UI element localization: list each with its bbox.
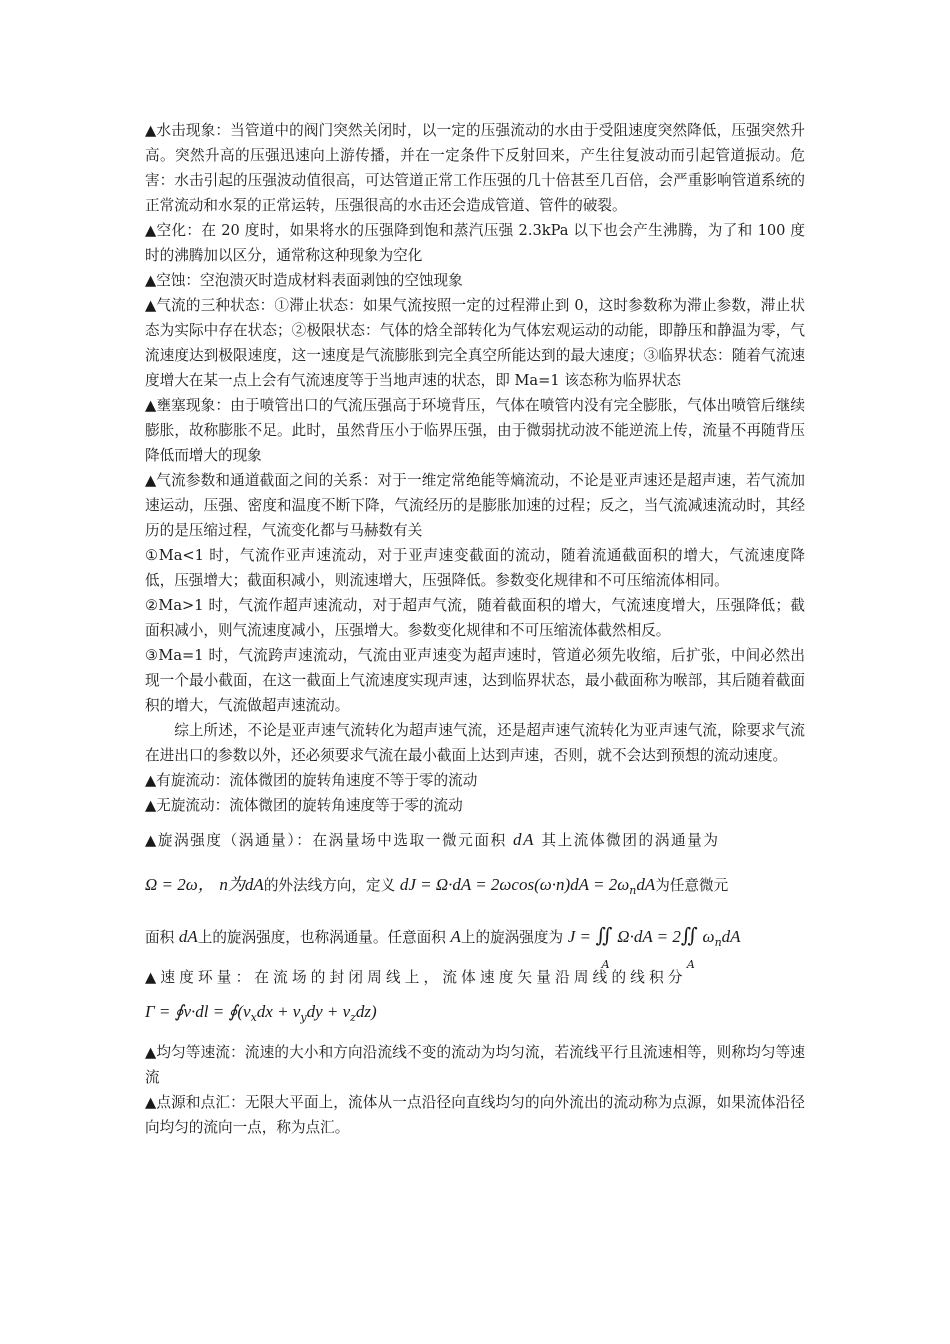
paragraph-rotational-flow: ▲有旋流动：流体微团的旋转角速度不等于零的流动 [145, 772, 478, 789]
paragraph-circulation: ▲速度环量：在流场的封闭周线上，流体速度矢量沿周线的线积分 [145, 969, 687, 986]
math-J-mid: Ω·dA = 2 [617, 927, 681, 946]
paragraph-irrotational-flow: ▲无旋流动：流体微团的旋转角速度等于零的流动 [145, 797, 463, 814]
math-A: A [450, 927, 461, 946]
math-omega-n-subscript: n [714, 936, 722, 949]
vortex-text-b: 其上流体微团的涡通量为 [541, 832, 720, 849]
math-n-direction: n为dA [219, 875, 264, 894]
paragraph-cavitation-erosion: ▲空蚀：空泡溃灭时造成材料表面剥蚀的空蚀现象 [145, 272, 463, 289]
paragraph-summary: 综上所述，不论是亚声速气流转化为超声速气流，还是超声速气流转化为亚声速气流，除要求气流在进出口的参数以外，还必须要求气流在最小截面上达到声速，否则，就不会达到预想的流动速度。 [145, 722, 805, 764]
vortex-text-c: 的外法线方向，定义 [263, 877, 396, 894]
paragraph-three-states: ▲气流的三种状态：①滞止状态：如果气流按照一定的过程滞止到 0，这时参数称为滞止参数，滞止状态为实际中存在状态；②极限状态：气体的焓全部转化为气体宏观运动的动能，即静压和静温为零，气流速度达到极限速度，这一速度是气流膨胀到完全真空所能达到的最大速度；③临界状态：随着气流速度增大在某一点上会有气流速度等于当地声速的状态，即 Ma=1 该态称为临界状态 [145, 297, 805, 389]
double-integral-2: ∬ A [680, 923, 698, 971]
math-omega-n: ω [702, 927, 715, 946]
vortex-text-g: 上的旋涡强度为 [460, 929, 564, 946]
math-omega-def: Ω = 2ω， [145, 875, 215, 894]
math-dA-2: dA [636, 875, 656, 894]
document-page [145, 118, 805, 1140]
vortex-text-f: 上的旋涡强度，也称涡通量。任意面积 [197, 929, 446, 946]
circulation-formula: Γ = ∮v·dl = $∮(v_xdx + v_ydy + v_zdz)$ [145, 1002, 377, 1024]
double-integral-1: ∬ A [595, 923, 613, 971]
vortex-text-a: ▲旋涡强度（涡通量）：在涡量场中选取一微元面积 [145, 832, 507, 849]
paragraph-vortex-strength [145, 818, 805, 971]
paragraph-water-hammer: ▲水击现象：当管道中的阀门突然关闭时，以一定的压强流动的水由于受阻速度突然降低，压强突然升高。突然升高的压强迅速向上游传播，并在一定条件下反射回来，产生往复波动而引起管道振动。危害：水击引起的压强波动值很高，可达管道正常工作压强的几十倍甚至几百倍，会严重影响管道系统的正常流动和水泵的正常运转，压强很高的水击还会造成管道、管件的破裂。 [145, 122, 805, 214]
math-dA-3: dA [178, 927, 198, 946]
vortex-text-d: 为任意微元 [655, 877, 729, 894]
paragraph-cavitation: ▲空化：在 20 度时，如果将水的压强降到饱和蒸汽压强 2.3kPa 以下也会产生沸腾，为了和 100 度时的沸腾加以区分，通常称这种现象为空化 [145, 222, 805, 264]
math-J-end: dA [721, 927, 741, 946]
paragraph-choking: ▲壅塞现象：由于喷管出口的气流压强高于环境背压，气体在喷管内没有完全膨胀，气体出喷管后继续膨胀，故称膨胀不足。此时，虽然背压小于临界压强，由于微弱扰动波不能逆流上传，流量不再随背压降低而增大的现象 [145, 397, 805, 464]
paragraph-uniform-flow: ▲均匀等速流：流速的大小和方向沿流线不变的流动为均匀流，若流线平行且流速相等，则称均匀等速流 [145, 1044, 805, 1086]
paragraph-transonic: ③Ma=1 时，气流跨声速流动，气流由亚声速变为超声速时，管道必须先收缩，后扩张，中间必然出现一个最小截面，在这一截面上气流速度实现声速，达到临界状态，最小截面称为喉部，其后随着截面积的增大，气流做超声速流动。 [145, 647, 805, 714]
paragraph-source-sink: ▲点源和点汇：无限大平面上，流体从一点沿径向直线均匀的向外流出的流动称为点源，如果流体沿径向均匀的流向一点，称为点汇。 [145, 1094, 805, 1136]
vortex-text-e: 面积 [145, 929, 175, 946]
paragraph-supersonic: ②Ma>1 时，气流作超声速流动，对于超声气流，随着截面积的增大，气流速度增大，压强降低；截面积减小，则气流速度减小，压强增大。参数变化规律和不可压缩流体截然相反。 [145, 597, 805, 639]
math-dA: dA [513, 830, 536, 849]
math-n-subscript: n [629, 884, 637, 897]
paragraph-section-relation: ▲气流参数和通道截面之间的关系：对于一维定常绝能等熵流动，不论是亚声速还是超声速，若气流加速运动，压强、密度和温度不断下降，气流经历的是膨胀加速的过程；反之，当气流减速流动时，其经历的是压缩过程，气流变化都与马赫数有关 [145, 472, 805, 539]
paragraph-subsonic: ①Ma<1 时，气流作亚声速流动，对于亚声速变截面的流动，随着流通截面积的增大，气流速度降低，压强增大；截面积减小，则流速增大，压强降低。参数变化规律和不可压缩流体相同。 [145, 547, 805, 589]
math-dJ: dJ = Ω·dA = 2ωcos(ω·n)dA = 2ω [399, 875, 630, 894]
math-J: J = [567, 927, 591, 946]
